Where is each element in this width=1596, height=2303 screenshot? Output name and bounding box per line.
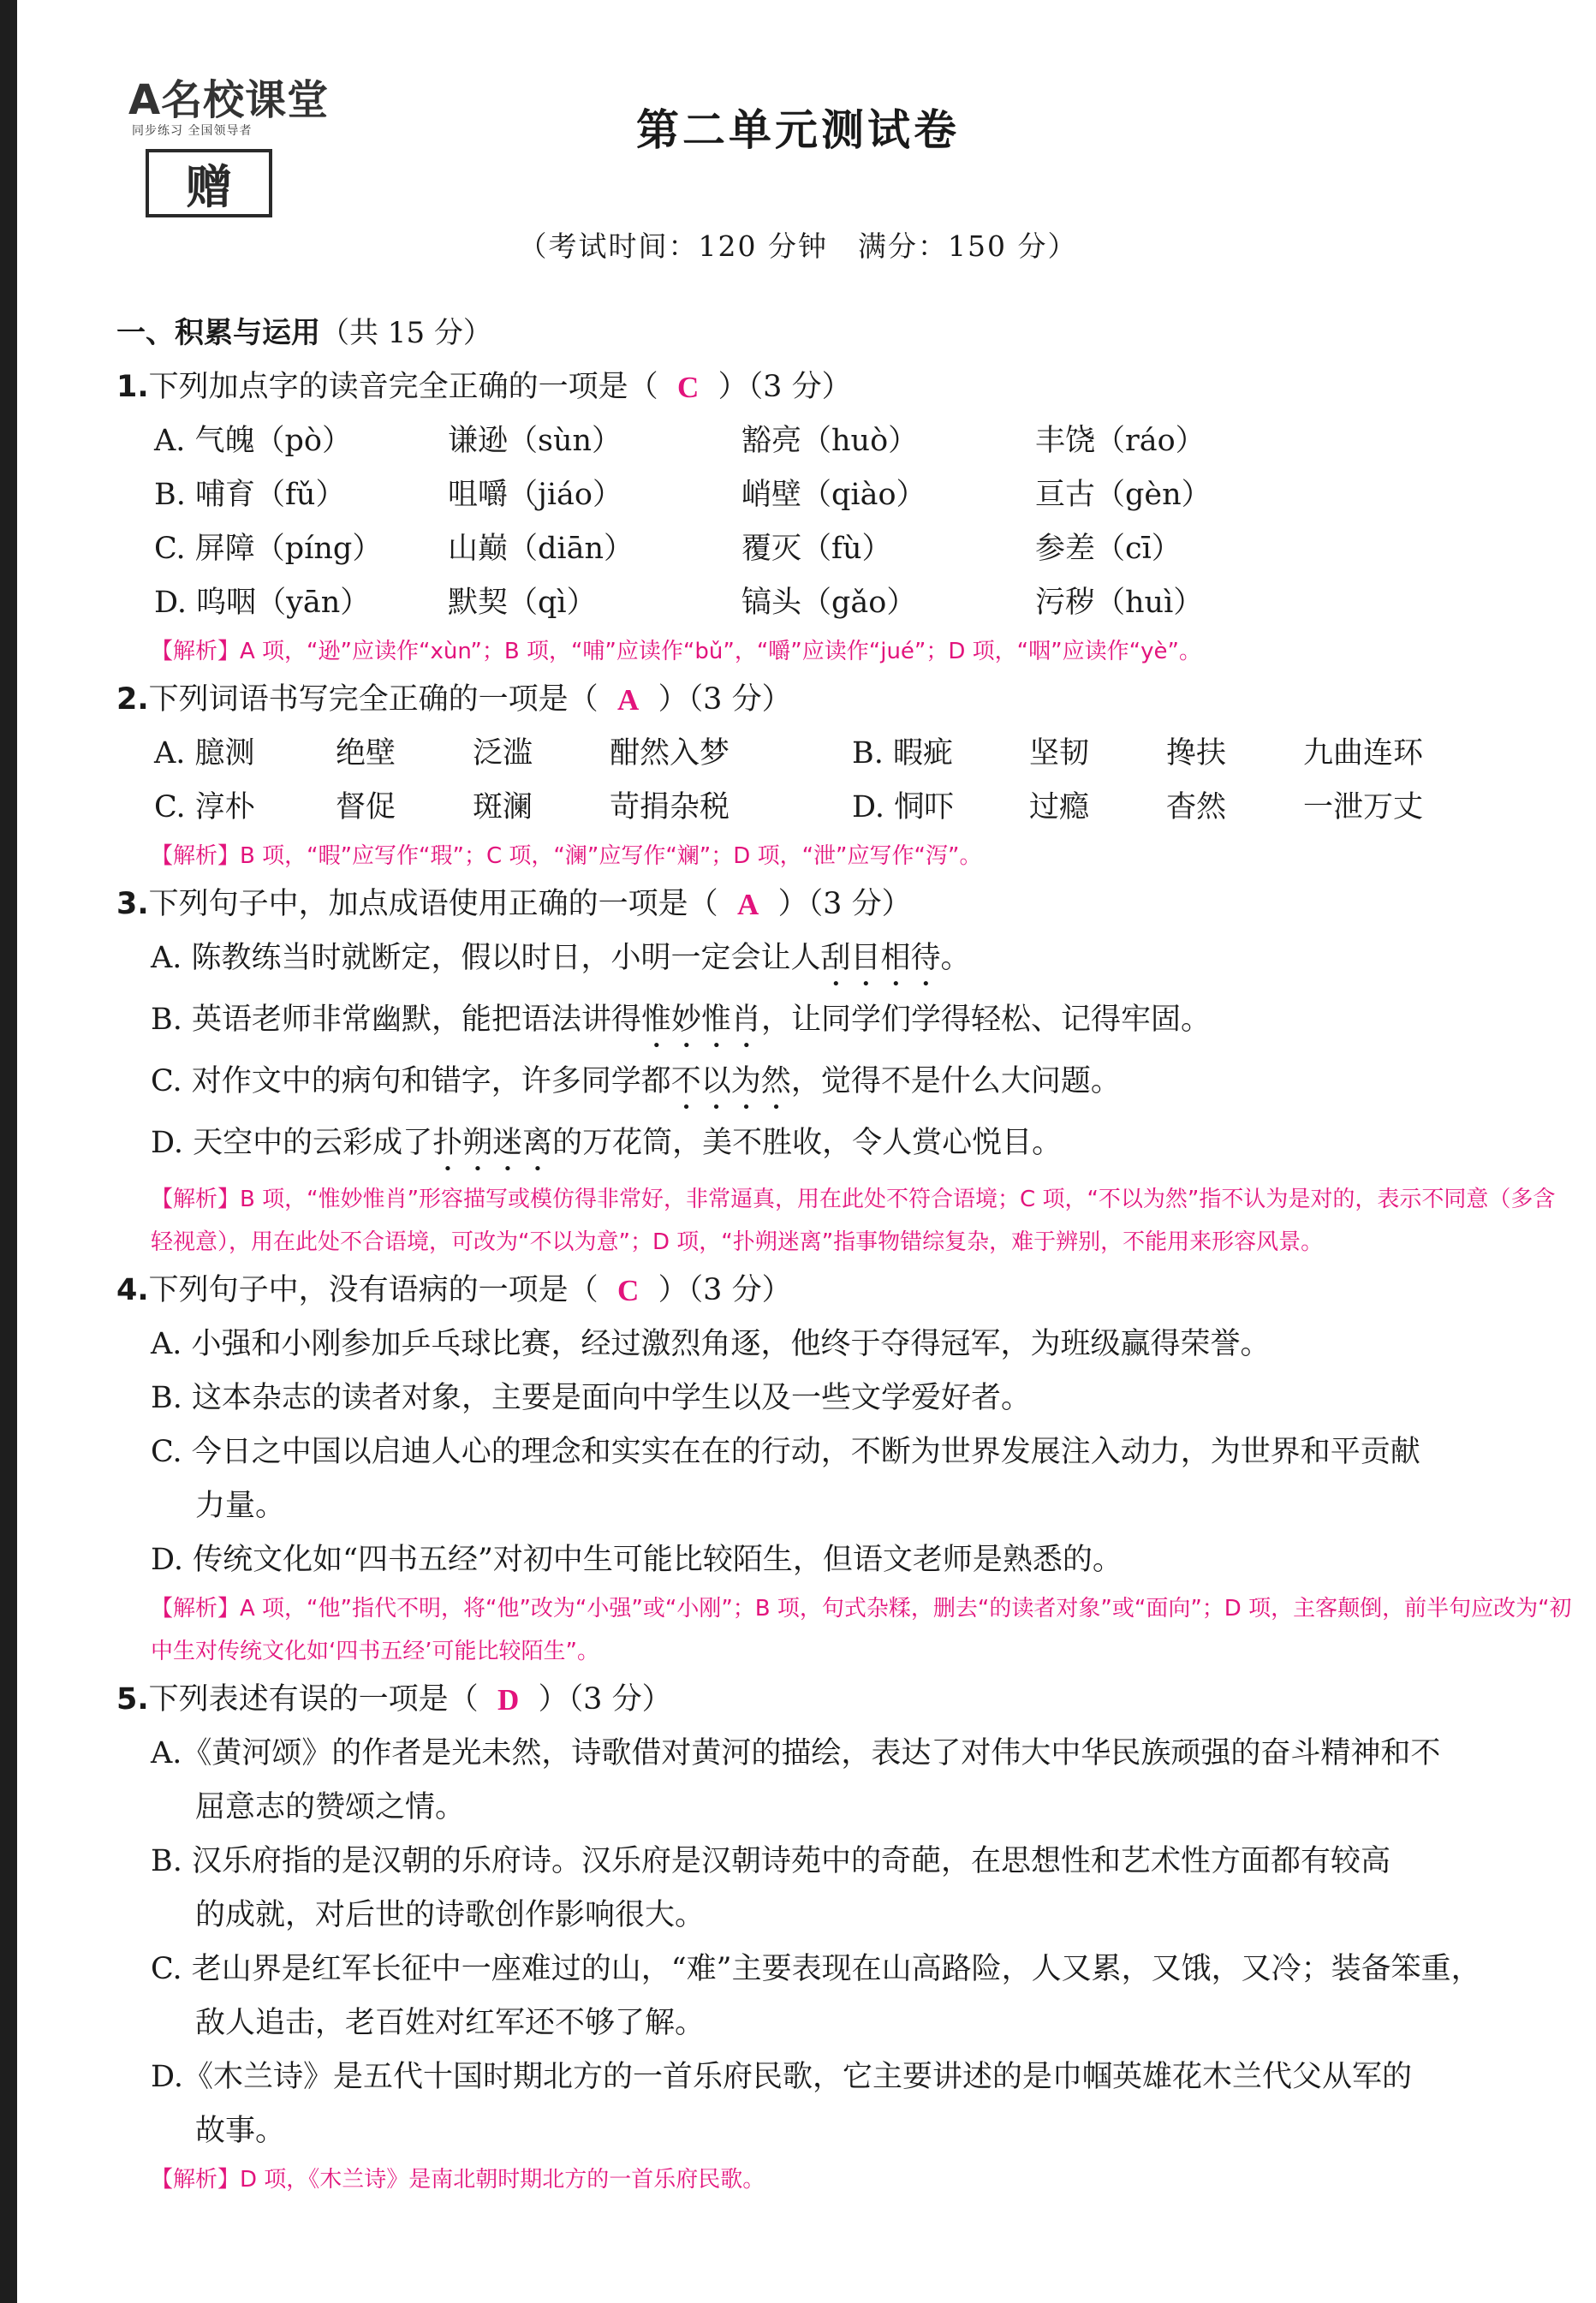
option-word: 一泄万丈 xyxy=(1303,790,1424,824)
option-d: D. 传统文化如“四书五经”对初中生可能比较陌生，但语文老师是熟悉的。 xyxy=(151,1543,1123,1577)
option-text: C. 对作文中的病句和错字，许多同学都 xyxy=(151,1064,671,1098)
question-number: 5. xyxy=(116,1682,149,1717)
option-b-continued: 的成就，对后世的诗歌创作影响很大。 xyxy=(195,1898,706,1932)
question-points: ）（3 分） xyxy=(658,1273,792,1307)
option-cell: D. 呜咽（yān） xyxy=(154,586,371,620)
option-d xyxy=(151,1116,1572,1178)
question-2 xyxy=(116,673,1572,727)
gift-stamp: 赠 xyxy=(146,149,272,217)
dotted-idiom: 惟妙惟肖 xyxy=(640,1003,761,1037)
option-word: 督促 xyxy=(336,790,396,824)
option-word: C. 淳朴 xyxy=(154,790,255,824)
question-stem: 下列表述有误的一项是（ xyxy=(148,1682,479,1717)
option-cell: 谦逊（sùn） xyxy=(448,424,622,458)
option-cell: A. 气魄（pò） xyxy=(154,424,353,458)
question-points: ）（3 分） xyxy=(718,370,852,404)
option-cell: 默契（qì） xyxy=(448,586,597,620)
question-number: 1. xyxy=(116,370,149,404)
question-stem: 下列词语书写完全正确的一项是（ xyxy=(148,682,598,717)
option-d: D.《木兰诗》是五代十国时期北方的一首乐府民歌，它主要讲述的是巾帼英雄花木兰代父从军的 xyxy=(151,2060,1412,2094)
option-cell: 山巅（diān） xyxy=(448,532,634,566)
answer-mark: A xyxy=(737,888,759,921)
dotted-idiom: 扑朔迷离 xyxy=(432,1126,553,1160)
answer-analysis: 【解析】B 项，“惟妙惟肖”形容描写或模仿得非常好，非常逼真，用在此处不符合语境；C 项，“不以为然”指不认为是对的，表示不同意（多含轻视意），用在此处不合语境，可改为“不以为意”；D 项，“扑朔迷离”指事物错综复杂，难于辨别，不能用来形容风景。 xyxy=(151,1187,1556,1255)
option-word: 酣然入梦 xyxy=(610,736,730,771)
answer-mark: D xyxy=(497,1683,520,1717)
exam-info: （考试时间：120 分钟 满分：150 分） xyxy=(518,229,1078,263)
option-c xyxy=(151,1055,1572,1116)
option-word: 苛捐杂税 xyxy=(610,790,730,824)
option-word: 九曲连环 xyxy=(1303,736,1424,771)
option-a: A.《黄河颂》的作者是光未然，诗歌借对黄河的描绘，表达了对伟大中华民族顽强的奋斗精神和不 xyxy=(151,1736,1441,1770)
option-word: 绝壁 xyxy=(336,736,396,771)
option-cell: 丰饶（ráo） xyxy=(1035,424,1206,458)
option-c-continued: 敌人追击，老百姓对红军还不够了解。 xyxy=(195,2006,706,2040)
option-word: 坚韧 xyxy=(1029,736,1090,771)
option-word: D. 恫吓 xyxy=(852,790,955,824)
question-points: ）（3 分） xyxy=(538,1682,672,1717)
answer-analysis: 【解析】D 项，《木兰诗》是南北朝时期北方的一首乐府民歌。 xyxy=(151,2167,765,2193)
option-text: ，让同学们学得轻松、记得牢固。 xyxy=(761,1003,1212,1037)
question-4 xyxy=(116,1264,1572,1318)
option-text: D. 天空中的云彩成了 xyxy=(151,1126,433,1160)
option-cell: 咀嚼（jiáo） xyxy=(448,478,622,512)
question-points: ）（3 分） xyxy=(777,887,912,921)
answer-analysis: 【解析】A 项，“他”指代不明，将“他”改为“小强”或“小刚”；B 项，句式杂糅，删去“的读者对象”或“面向”；D 项，主客颠倒，前半句应改为“初中生对传统文化如‘四书五经’可能比较陌生”。 xyxy=(151,1596,1572,1664)
option-cell: C. 屏障（píng） xyxy=(154,532,383,566)
logo-subtitle: 同步练习 全国领导者 xyxy=(132,124,253,138)
option-c-continued: 力量。 xyxy=(195,1489,286,1523)
question-number: 2. xyxy=(116,682,149,717)
answer-mark: C xyxy=(617,1274,640,1307)
answer-mark: A xyxy=(617,683,640,717)
section-heading xyxy=(116,306,1572,360)
test-content xyxy=(116,306,1572,2201)
option-b: B. 这本杂志的读者对象，主要是面向中学生以及一些文学爱好者。 xyxy=(151,1381,1031,1415)
option-word: 过瘾 xyxy=(1029,790,1090,824)
option-word: B. 暇疵 xyxy=(852,736,953,771)
question-5 xyxy=(116,1673,1572,1727)
option-text: 的万花筒，美不胜收，令人赏心悦目。 xyxy=(552,1126,1063,1160)
option-text: ，觉得不是什么大问题。 xyxy=(790,1064,1121,1098)
option-text: A. 陈教练当时就断定，假以时日，小明一定会让人 xyxy=(151,941,821,975)
option-text: 。 xyxy=(940,941,971,975)
option-cell: B. 哺育（fǔ） xyxy=(154,478,346,512)
option-text: B. 英语老师非常幽默，能把语法讲得 xyxy=(151,1003,641,1037)
dotted-idiom: 不以为然 xyxy=(670,1064,791,1098)
option-cell: 峭壁（qiào） xyxy=(741,478,926,512)
option-cell: 豁亮（huò） xyxy=(741,424,919,458)
question-number: 3. xyxy=(116,887,149,921)
option-a-continued: 屈意志的赞颂之情。 xyxy=(195,1790,466,1824)
question-stem: 下列句子中，加点成语使用正确的一项是（ xyxy=(148,887,718,921)
question-stem: 下列句子中，没有语病的一项是（ xyxy=(148,1273,598,1307)
option-cell: 参差（cī） xyxy=(1035,532,1182,566)
question-points: ）（3 分） xyxy=(658,682,792,717)
section-points: （共 15 分） xyxy=(320,316,492,350)
q1-options xyxy=(154,414,1572,630)
answer-mark: C xyxy=(677,371,700,404)
option-word: 搀扶 xyxy=(1166,736,1227,771)
option-c: C. 今日之中国以启迪人心的理念和实实在在的行动，不断为世界发展注入动力，为世界和平贡献 xyxy=(151,1435,1420,1469)
answer-analysis: 【解析】A 项，“逊”应读作“xùn”；B 项，“哺”应读作“bǔ”，“嚼”应读作“jué”；D 项，“咽”应读作“yè”。 xyxy=(151,639,1201,664)
option-a xyxy=(151,931,1572,993)
q2-options xyxy=(154,727,1572,835)
option-a: A. 小强和小刚参加乒乓球比赛，经过激烈角逐，他终于夺得冠军，为班级赢得荣誉。 xyxy=(151,1327,1271,1361)
question-3 xyxy=(116,878,1572,931)
option-c: C. 老山界是红军长征中一座难过的山，“难”主要表现在山高路险，人又累，又饿，又冷；装备笨重， xyxy=(151,1952,1481,1986)
binding-spine xyxy=(0,0,17,2303)
option-word: 杳然 xyxy=(1166,790,1227,824)
logo-text: A名校课堂 xyxy=(128,76,330,124)
option-word: 泛滥 xyxy=(473,736,533,771)
option-word: A. 臆测 xyxy=(154,736,255,771)
option-cell: 亘古（gèn） xyxy=(1035,478,1212,512)
question-stem: 下列加点字的读音完全正确的一项是（ xyxy=(148,370,658,404)
option-cell: 覆灭（fù） xyxy=(741,532,892,566)
section-label: 一、积累与运用 xyxy=(116,316,320,350)
option-word: 斑澜 xyxy=(473,790,533,824)
option-b xyxy=(151,993,1572,1055)
option-cell: 污秽（huì） xyxy=(1035,586,1204,620)
question-1 xyxy=(116,360,1572,414)
answer-analysis: 【解析】B 项，“暇”应写作“瑕”；C 项，“澜”应写作“斓”；D 项，“泄”应写作“泻”。 xyxy=(151,843,982,869)
dotted-idiom: 刮目相待 xyxy=(820,941,941,975)
page-title: 第二单元测试卷 xyxy=(636,105,960,155)
question-number: 4. xyxy=(116,1273,149,1307)
option-cell: 镐头（gǎo） xyxy=(741,586,917,620)
option-d-continued: 故事。 xyxy=(195,2114,286,2148)
option-b: B. 汉乐府指的是汉朝的乐府诗。汉乐府是汉朝诗苑中的奇葩，在思想性和艺术性方面都有较高 xyxy=(151,1844,1391,1878)
